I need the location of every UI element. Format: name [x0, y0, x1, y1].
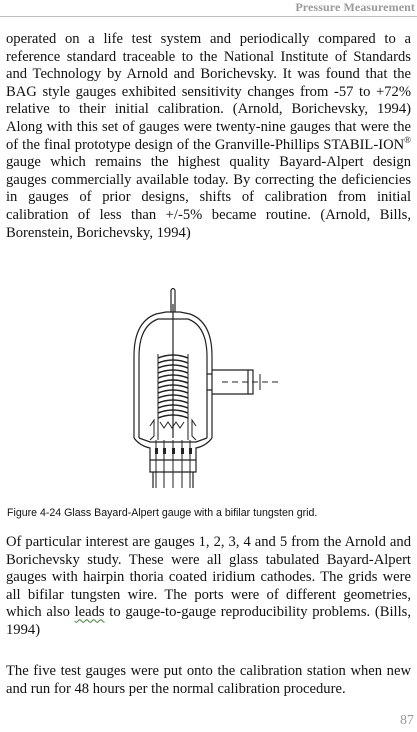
paragraph-1-text-a: operated on a life test system and periodically compared to a reference standard traceable to the National Institute of Standards and Technology by Arnold and Borichevsky. It was found that the BAG style gauges exhibited sensitivity changes from -57 to +72% relative to their initial calibration. (Arnold, Borichevsky, 1994) Along with this set of gauges were twenty-nine gauges that were the of the final prototype design of the Granville-Phillips STABIL-ION: [6, 31, 411, 153]
paragraph-1-text-b: gauge which remains the highest quality Bayard-Alpert design gauges commercially available today. By correcting the deficiencies in gauges of prior designs, shifts of calibration from initial calibration of less than +/-5% became routine. (Arnold, Bills, Borenstein, Borichevsky, 1994): [6, 154, 411, 241]
spellcheck-flagged-word: leads: [74, 604, 105, 621]
header-rule: [0, 16, 417, 17]
running-header: Pressure Measurement: [295, 0, 415, 14]
lead-wires: [156, 440, 190, 488]
registered-mark: ®: [404, 134, 411, 145]
paragraph-2-text-a: Of particular interest are gauges 1, 2, 3, 4 and 5 from the Arnold and Borichevsky study. These were all glass tabulated Bayard-Alpert gauges with hairpin thoria coated iridium cathodes. The grids were all bifilar tungsten wire. The ports were of different geometries, which also: [6, 534, 411, 621]
bayard-alpert-gauge-figure: [120, 288, 310, 498]
figure-caption: Figure 4-24 Glass Bayard-Alpert gauge with a bifilar tungsten grid.: [7, 507, 318, 519]
paragraph-2-text-b: to gauge-to-gauge reproducibility problems. (Bills, 1994): [6, 604, 411, 638]
body-paragraph-2: [6, 534, 411, 640]
page-number: 87: [400, 713, 414, 728]
body-paragraph-1: [6, 31, 411, 242]
body-paragraph-3: The five test gauges were put onto the calibration station when new and run for 48 hours per the normal calibration procedure.: [6, 663, 411, 697]
